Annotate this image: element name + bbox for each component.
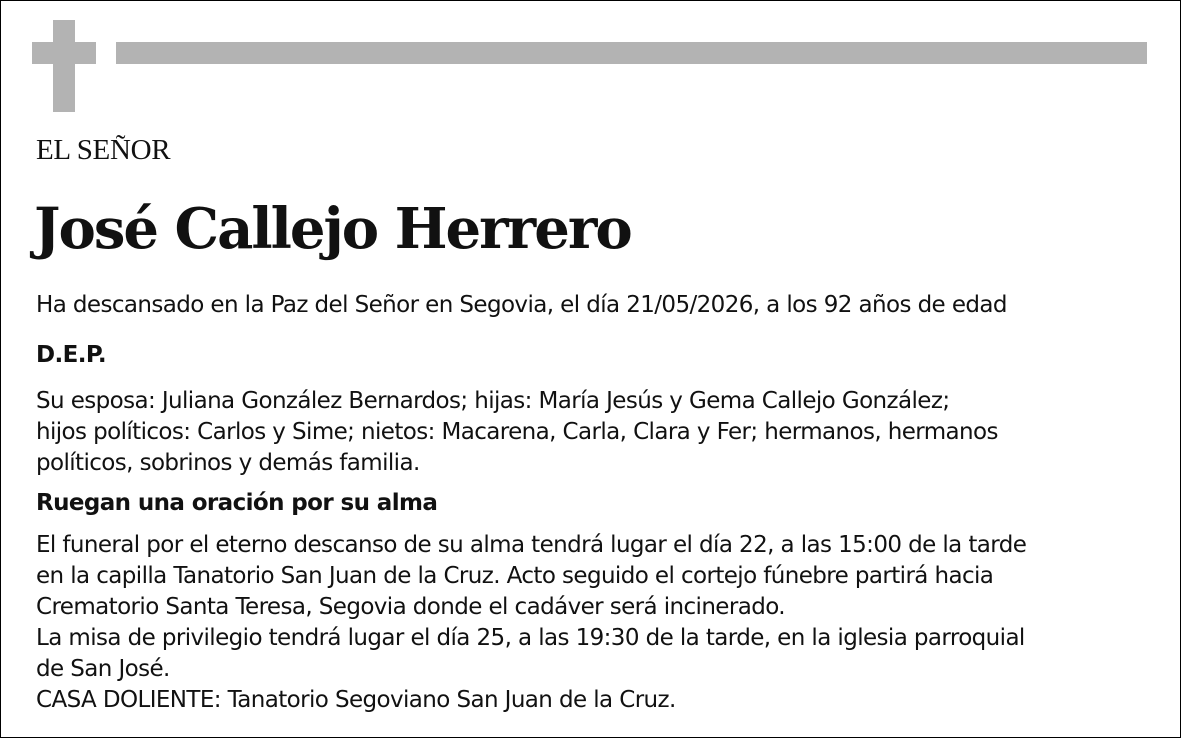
prayer-request: Ruegan una oración por su alma xyxy=(36,490,438,516)
dep-label: D.E.P. xyxy=(36,342,107,368)
deceased-name: José Callejo Herrero xyxy=(34,196,631,262)
details-line: en la capilla Tanatorio San Juan de la Cruz. Acto seguido el cortejo fúnebre partirá hacia xyxy=(36,563,994,589)
announcement-text: Ha descansado en la Paz del Señor en Segovia, el día 21/05/2026, a los 92 años de edad xyxy=(36,292,1007,318)
details-line: de San José. xyxy=(36,656,170,682)
header-rule xyxy=(116,42,1147,64)
family-line: hijos políticos: Carlos y Sime; nietos: Macarena, Carla, Clara y Fer; hermanos, hermanos xyxy=(36,419,998,445)
family-line: Su esposa: Juliana González Bernardos; hijas: María Jesús y Gema Callejo González; xyxy=(36,388,950,414)
honorific-title: EL SEÑOR xyxy=(36,134,171,166)
details-line: CASA DOLIENTE: Tanatorio Segoviano San Juan de la Cruz. xyxy=(36,687,676,713)
details-line: El funeral por el eterno descanso de su alma tendrá lugar el día 22, a las 15:00 de la tarde xyxy=(36,532,1027,558)
details-line: Crematorio Santa Teresa, Segovia donde el cadáver será incinerado. xyxy=(36,594,785,620)
family-paragraph xyxy=(36,386,998,479)
family-line: políticos, sobrinos y demás familia. xyxy=(36,450,420,476)
cross-icon-horizontal xyxy=(32,42,96,64)
cross-icon-vertical xyxy=(53,20,75,112)
details-line: La misa de privilegio tendrá lugar el día 25, a las 19:30 de la tarde, en la iglesia parroquial xyxy=(36,625,1025,651)
funeral-details-paragraph xyxy=(36,530,1026,716)
